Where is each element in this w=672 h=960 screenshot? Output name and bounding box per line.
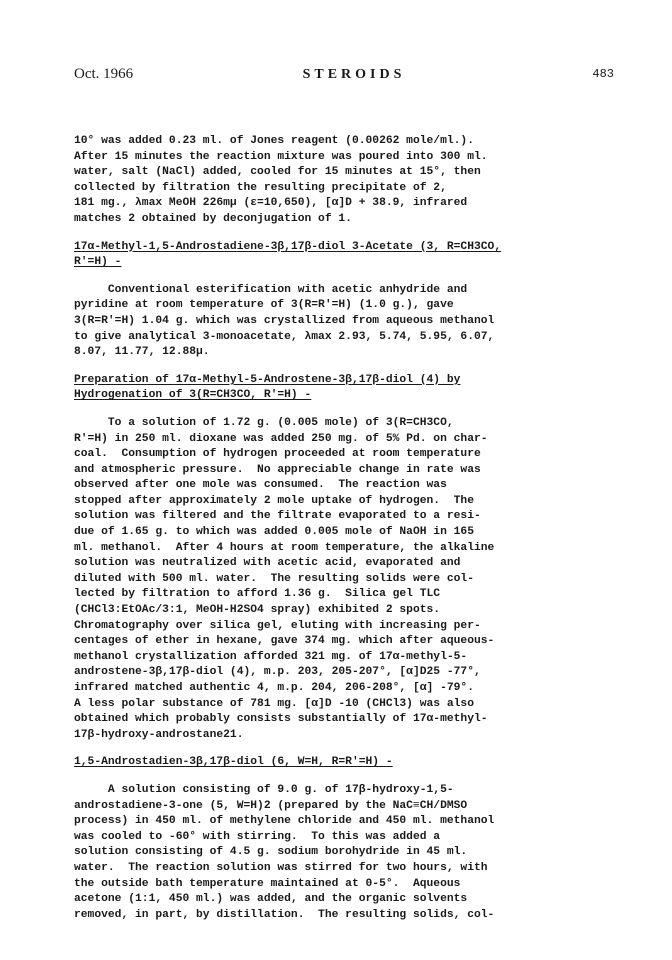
paragraph-line: A solution consisting of 9.0 g. of 17β-hydroxy-1,5- xyxy=(74,783,454,796)
paragraph-line: to give analytical 3-monoacetate, λmax 2.93, 5.74, 5.95, 6.07, xyxy=(74,330,495,343)
header-page-number: 483 xyxy=(592,67,614,81)
paragraph-line: matches 2 obtained by deconjugation of 1. xyxy=(74,212,352,225)
paragraph-line: pyridine at room temperature of 3(R=R'=H) (1.0 g.), gave xyxy=(74,299,454,312)
paragraph-line: androstadiene-3-one (5, W=H)2 (prepared by the NaC≡CH/DMSO xyxy=(74,799,468,812)
paragraph-line: and atmospheric pressure. No appreciable change in rate was xyxy=(74,463,481,476)
paragraph-line: Conventional esterification with acetic anhydride and xyxy=(74,283,468,296)
section-heading-line: Preparation of 17α-Methyl-5-Androstene-3β,17β-diol (4) by xyxy=(74,373,461,386)
section-heading-line: R'=H) - xyxy=(74,256,122,269)
paragraph-line: infrared matched authentic 4, m.p. 204, 206-208°, [α] -79°. xyxy=(74,682,474,694)
paragraph-line: water. The reaction solution was stirred for two hours, with xyxy=(74,861,488,874)
paragraph-line: stopped after approximately 2 mole uptake of hydrogen. The xyxy=(74,494,474,507)
paragraph-line: androstene-3β,17β-diol (4), m.p. 203, 205-207°, [α]D25 -77°, xyxy=(74,666,481,679)
paragraph-line: centages of ether in hexane, gave 374 mg. which after aqueous- xyxy=(74,635,495,648)
paragraph-line: solution was filtered and the filtrate evaporated to a resi- xyxy=(74,510,481,523)
paragraph-line: methanol crystallization afforded 321 mg. of 17α-methyl-5- xyxy=(74,650,468,663)
paragraph-line: acetone (1:1, 450 ml.) was added, and the organic solvents xyxy=(74,893,468,906)
paragraph-line: To a solution of 1.72 g. (0.005 mole) of 3(R=CH3CO, xyxy=(74,416,454,429)
paragraph-line: collected by filtration the resulting precipitate of 2, xyxy=(74,181,447,194)
running-header xyxy=(74,66,614,86)
paragraph-line: (CHCl3:EtOAc/3:1, MeOH-H2SO4 spray) exhibited 2 spots. xyxy=(74,604,441,617)
paragraph-line: diluted with 500 ml. water. The resulting solids were col- xyxy=(74,572,474,585)
paragraph-line: lected by filtration to afford 1.36 g. Silica gel TLC xyxy=(74,588,441,601)
paragraph-line: R'=H) in 250 ml. dioxane was added 250 mg. of 5% Pd. on char- xyxy=(74,432,488,445)
paragraph-line: 17β-hydroxy-androstane21. xyxy=(74,728,244,741)
section-gap xyxy=(74,228,630,240)
article-body xyxy=(74,134,630,923)
paragraph-line: coal. Consumption of hydrogen proceeded at room temperature xyxy=(74,448,481,461)
paragraph-line: due of 1.65 g. to which was added 0.005 mole of NaOH in 165 xyxy=(74,526,474,539)
paragraph-line: obtained which probably consists substantially of 17α-methyl- xyxy=(74,713,488,726)
section-heading-line: Hydrogenation of 3(R=CH3CO, R'=H) - xyxy=(74,389,312,402)
paragraph-line: process) in 450 ml. of methylene chloride and 450 ml. methanol xyxy=(74,815,495,828)
paragraph-line: removed, in part, by distillation. The resulting solids, col- xyxy=(74,908,495,921)
section-gap xyxy=(74,771,630,783)
section-gap xyxy=(74,743,630,755)
section-heading-line: 1,5-Androstadien-3β,17β-diol (6, W=H, R=R'=H) - xyxy=(74,756,393,769)
paragraph-line: water, salt (NaCl) added, cooled for 15 minutes at 15°, then xyxy=(74,166,481,179)
paragraph-line: 8.07, 11.77, 12.88μ. xyxy=(74,346,210,359)
section-gap xyxy=(74,271,630,283)
section-gap xyxy=(74,361,630,373)
paragraph-line: the outside bath temperature maintained at 0-5°. Aqueous xyxy=(74,877,461,890)
paragraph-line: 10° was added 0.23 ml. of Jones reagent (0.00262 mole/ml.). xyxy=(74,135,474,147)
paragraph-line: solution consisting of 4.5 g. sodium borohydride in 45 ml. xyxy=(74,846,468,859)
paragraph-line: After 15 minutes the reaction mixture was poured into 300 ml. xyxy=(74,150,488,163)
paragraph-line: A less polar substance of 781 mg. [α]D -10 (CHCl3) was also xyxy=(74,697,474,710)
paragraph-line: solution was neutralized with acetic acid, evaporated and xyxy=(74,557,461,570)
paragraph-line: Chromatography over silica gel, eluting with increasing per- xyxy=(74,619,481,632)
paragraph-line: observed after one mole was consumed. The reaction was xyxy=(74,479,447,492)
section-heading-line: 17α-Methyl-1,5-Androstadiene-3β,17β-diol 3-Acetate (3, R=CH3CO, xyxy=(74,240,502,253)
paragraph-line: 3(R=R'=H) 1.04 g. which was crystallized from aqueous methanol xyxy=(74,314,495,327)
paragraph-line: was cooled to -60° with stirring. To this was added a xyxy=(74,830,441,843)
paragraph-line: 181 mg., λmax MeOH 226mμ (ε=10,650), [α]D + 38.9, infrared xyxy=(74,197,468,210)
header-date: Oct. 1966 xyxy=(74,66,134,82)
header-journal-title: STEROIDS xyxy=(302,67,406,82)
section-gap xyxy=(74,404,630,416)
paragraph-line: ml. methanol. After 4 hours at room temperature, the alkaline xyxy=(74,541,495,554)
